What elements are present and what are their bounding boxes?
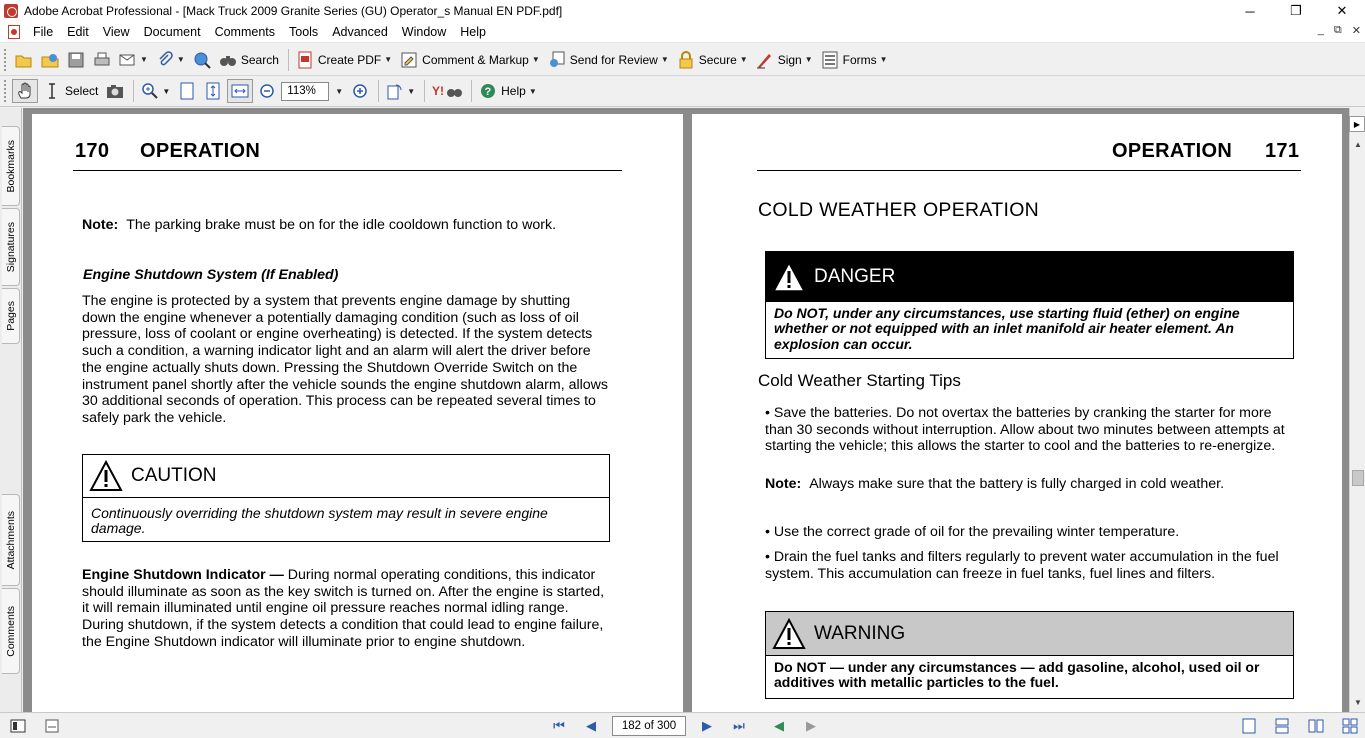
zoom-in-button[interactable] — [348, 79, 372, 103]
page-number-left: 170 — [75, 140, 110, 162]
zoom-tool-button[interactable] — [138, 79, 173, 103]
organizer-icon — [41, 51, 59, 69]
tools-toolbar — [0, 76, 1365, 107]
toolbar-grip[interactable] — [4, 49, 8, 71]
zoom-out-button[interactable] — [255, 79, 279, 103]
danger-text — [766, 302, 1293, 360]
sign-label: Sign — [777, 52, 802, 67]
menu-view[interactable]: View — [102, 25, 130, 39]
help-button[interactable] — [476, 79, 540, 103]
page-navigation — [548, 715, 822, 737]
tab-comments-label: Comments — [4, 605, 17, 657]
danger-line: whether or not equipped with an inlet manifold air heater element. An — [774, 320, 1234, 337]
chevron-down-icon: ▼ — [879, 55, 888, 64]
tab-bookmarks[interactable] — [2, 126, 20, 206]
attach-button[interactable] — [153, 48, 188, 72]
menu-document[interactable]: Document — [143, 25, 201, 39]
para-line: the Engine Shutdown indicator will illuminate prior to engine shutdown. — [82, 633, 526, 650]
page-header-right: OPERATION — [1112, 140, 1233, 162]
danger-box — [765, 251, 1294, 359]
menu-bar — [0, 22, 1365, 43]
para-line: than 30 seconds without interruption. Allow about two minutes between attempts at — [765, 421, 1285, 438]
menu-comments[interactable]: Comments — [214, 25, 275, 39]
actual-size-icon — [178, 82, 196, 100]
open-button[interactable] — [12, 48, 36, 72]
yahoo-search-button[interactable] — [429, 79, 465, 103]
para-line: should illuminate as soon as the key switch is turned on. After the engine is started, — [82, 583, 605, 600]
tab-bookmarks-label: Bookmarks — [4, 139, 17, 193]
danger-label: DANGER — [814, 265, 896, 287]
doc-restore-button[interactable]: ⧉ — [1333, 24, 1342, 36]
email-icon — [119, 51, 137, 69]
continuous-facing-view-icon[interactable] — [1342, 718, 1358, 734]
fit-width-button[interactable] — [227, 79, 253, 103]
close-button[interactable]: ✕ — [1336, 3, 1348, 18]
scroll-thumb[interactable] — [1352, 470, 1364, 486]
status-bar — [0, 712, 1365, 738]
rotate-page-icon — [386, 82, 404, 100]
warning-label: WARNING — [814, 622, 906, 644]
hand-icon — [16, 82, 34, 100]
zoom-in-icon — [141, 82, 159, 100]
para-line: starting the vehicle; this allows the starter to cool and the batteries to re-energize. — [765, 438, 1276, 455]
toolbar-separator — [471, 80, 472, 102]
document-window-controls — [1318, 24, 1361, 37]
caution-box — [82, 454, 610, 542]
subheading-shutdown-system: Engine Shutdown System (If Enabled) — [83, 267, 339, 283]
note-paragraph — [82, 217, 556, 234]
tab-attachments-label: Attachments — [4, 510, 17, 570]
facing-view-icon[interactable] — [1308, 718, 1324, 734]
bullet-oil-grade: • Use the correct grade of oil for the prevailing winter temperature. — [765, 524, 1180, 540]
para-line: safely park the vehicle. — [82, 409, 227, 426]
menu-edit[interactable]: Edit — [67, 25, 89, 39]
next-page-icon[interactable]: ▶ — [702, 718, 712, 733]
chevron-down-icon: ▼ — [384, 55, 393, 64]
previous-page-icon[interactable]: ◀ — [586, 718, 596, 733]
last-page-icon[interactable]: ⏭ — [733, 718, 745, 733]
zoom-in-icon — [351, 82, 369, 100]
warning-box — [765, 611, 1294, 699]
web-search-button[interactable] — [190, 48, 214, 72]
indicator-heading: Engine Shutdown Indicator — — [82, 567, 284, 583]
restore-button[interactable]: ❐ — [1290, 3, 1302, 18]
folder-open-icon — [15, 51, 33, 69]
menu-advanced[interactable]: Advanced — [332, 25, 388, 39]
document-icon[interactable] — [8, 25, 20, 39]
chevron-down-icon: ▼ — [739, 55, 748, 64]
zoom-level-input[interactable]: 113% — [281, 82, 329, 101]
warning-triangle-icon — [772, 618, 806, 650]
para-line: 30 additional seconds of operation. This process can be repeated several times to — [82, 393, 596, 410]
first-page-icon[interactable]: ⏮ — [553, 718, 565, 733]
header-rule — [757, 170, 1301, 171]
yahoo-binoculars-icon — [432, 82, 462, 100]
note-text: Always make sure that the battery is fully charged in cold weather. — [809, 476, 1225, 492]
previous-view-icon[interactable]: ◀ — [774, 718, 784, 733]
svg-text:?: ? — [484, 86, 492, 98]
note-paragraph-right — [765, 476, 1224, 493]
shutdown-system-paragraph — [82, 293, 608, 427]
create-pdf-icon — [296, 51, 314, 69]
fit-width-icon — [231, 82, 249, 100]
tab-attachments[interactable] — [2, 494, 20, 586]
send-review-icon — [548, 51, 566, 69]
comment-markup-label: Comment & Markup — [422, 52, 529, 67]
warning-text — [766, 656, 1293, 699]
doc-close-button[interactable]: ✕ — [1351, 25, 1361, 37]
create-pdf-button[interactable] — [293, 48, 395, 72]
para-line: system. This accumulation can freeze in fuel tanks, fuel lines and filters. — [765, 565, 1216, 582]
shutdown-indicator-paragraph — [82, 567, 604, 651]
caution-label: CAUTION — [131, 465, 217, 486]
create-pdf-label: Create PDF — [317, 52, 382, 67]
chevron-down-icon: ▼ — [531, 55, 540, 64]
window-title: Adobe Acrobat Professional - [Mack Truck 2009 Granite Series (GU) Operator_s Manual EN PDF.pdf] — [24, 4, 563, 18]
svg-text:Y!: Y! — [432, 84, 445, 98]
print-button[interactable] — [90, 48, 114, 72]
toolbar-grip[interactable] — [4, 80, 8, 102]
warning-header — [766, 612, 1293, 656]
warning-triangle-icon — [89, 460, 123, 492]
fit-page-icon — [204, 82, 222, 100]
note-label: Note: — [765, 476, 802, 492]
toolbar-separator — [288, 49, 289, 71]
page-number-input[interactable]: 182 of 300 — [612, 716, 686, 736]
chevron-down-icon: ▼ — [140, 55, 148, 64]
toolbar-separator — [133, 80, 134, 102]
scroll-down-arrow[interactable]: ▼ — [1354, 697, 1362, 707]
pen-sign-icon — [756, 51, 774, 69]
pdf-page-right — [692, 114, 1342, 712]
tab-pages[interactable] — [2, 288, 20, 344]
danger-header — [766, 252, 1293, 302]
menu-file[interactable]: File — [33, 25, 54, 39]
single-page-view-icon[interactable] — [1242, 718, 1256, 734]
sign-button[interactable] — [753, 48, 816, 72]
doc-minimize-button[interactable]: _ — [1317, 24, 1324, 36]
para-line: such a condition, a warning indicator light and an alarm will alert the driver before — [82, 343, 591, 360]
section-title: COLD WEATHER OPERATION — [758, 199, 1040, 221]
danger-line: Do NOT, under any circumstances, use starting fluid (ether) on engine — [774, 305, 1240, 321]
chevron-down-icon: ▼ — [804, 55, 813, 64]
search-button[interactable] — [216, 48, 282, 72]
email-button[interactable] — [116, 48, 151, 72]
para-line: During shutdown, if the system detects a condition that could lead to engine failure, — [82, 617, 604, 634]
view-mode-controls — [1242, 718, 1358, 734]
toolbar-separator — [378, 80, 379, 102]
lock-icon — [677, 51, 695, 69]
page-header-left: OPERATION — [140, 140, 261, 162]
send-review-button[interactable] — [545, 48, 672, 72]
chevron-down-icon: ▼ — [660, 55, 669, 64]
caution-header — [83, 455, 609, 498]
comment-markup-icon — [400, 51, 418, 69]
forms-label: Forms — [842, 52, 877, 67]
comment-markup-button[interactable] — [397, 48, 543, 72]
title-bar — [0, 0, 1365, 22]
organizer-button[interactable] — [38, 48, 62, 72]
para-line: • Save the batteries. Do not overtax the batteries by cranking the starter for more — [765, 405, 1272, 421]
select-tool-button[interactable] — [40, 79, 101, 103]
menu-window[interactable]: Window — [401, 25, 447, 39]
danger-line: explosion can occur. — [774, 335, 913, 352]
warning-line: additives with metallic particles to the fuel. — [774, 674, 1059, 691]
save-button[interactable] — [64, 48, 88, 72]
secure-button[interactable] — [674, 48, 751, 72]
zoom-dropdown[interactable] — [329, 79, 346, 103]
menu-tools[interactable]: Tools — [289, 25, 319, 39]
paperclip-icon — [156, 51, 174, 69]
scroll-up-arrow[interactable]: ▲ — [1354, 139, 1362, 149]
page-layout-icon[interactable] — [10, 718, 26, 734]
bullet-save-batteries — [765, 405, 1285, 455]
secure-label: Secure — [698, 52, 737, 67]
rotate-view-button[interactable] — [383, 79, 418, 103]
chevron-down-icon: ▼ — [335, 86, 344, 96]
para-line: instrument panel shortly after the vehicle sounds the engine shutdown alarm, allows — [82, 376, 609, 393]
select-label: Select — [65, 84, 99, 98]
para-line: the engine actually shuts down. Pressing the Shutdown Override Switch on the — [82, 359, 578, 376]
document-properties-icon[interactable] — [44, 718, 60, 734]
search-label: Search — [240, 52, 279, 67]
toolbar-separator — [424, 80, 425, 102]
tab-signatures[interactable] — [2, 208, 20, 286]
send-review-label: Send for Review — [569, 52, 658, 67]
zoom-out-icon — [258, 82, 276, 100]
snapshot-button[interactable] — [103, 79, 127, 103]
bullet-drain-tanks — [765, 549, 1279, 582]
tab-pages-label: Pages — [4, 301, 17, 331]
file-toolbar — [0, 44, 1365, 76]
caution-text — [83, 498, 609, 545]
chevron-down-icon: ▼ — [528, 86, 537, 96]
help-label: Help — [501, 84, 526, 98]
para-line: The engine is protected by a system that prevents engine damage by shutting — [82, 293, 571, 309]
hand-tool-button[interactable] — [12, 79, 38, 103]
note-label: Note: — [82, 217, 119, 233]
caution-line: Continuously overriding the shutdown system may result in severe engine — [91, 505, 548, 521]
warning-triangle-icon — [772, 261, 806, 293]
actual-size-button[interactable] — [175, 79, 199, 103]
next-view-icon[interactable]: ▶ — [806, 718, 816, 733]
window-controls — [1227, 0, 1365, 22]
tab-signatures-label: Signatures — [4, 221, 17, 273]
camera-icon — [106, 82, 124, 100]
continuous-view-icon[interactable] — [1274, 718, 1290, 734]
caution-line: damage. — [91, 520, 146, 537]
chevron-down-icon: ▼ — [407, 86, 416, 96]
pdf-page-left — [32, 114, 683, 712]
fit-page-button[interactable] — [201, 79, 225, 103]
globe-search-icon — [193, 51, 211, 69]
para-line: pressure, loss of coolant or engine overheating) is detected. If the system detects — [82, 326, 593, 343]
para-line: • Drain the fuel tanks and filters regularly to prevent water accumulation in the fuel — [765, 549, 1279, 565]
navigation-panel — [0, 108, 22, 712]
forms-icon — [821, 51, 839, 69]
header-rule — [73, 170, 622, 171]
binoculars-icon — [219, 51, 237, 69]
tips-heading: Cold Weather Starting Tips — [758, 371, 961, 390]
expand-panel-arrow[interactable]: ▶ — [1349, 116, 1365, 132]
note-text: The parking brake must be on for the idle cooldown function to work. — [126, 217, 557, 233]
menu-help[interactable]: Help — [460, 25, 486, 39]
para-line: During normal operating conditions, this indicator — [283, 567, 596, 583]
vertical-scrollbar[interactable] — [1349, 108, 1365, 712]
para-line: down the engine whenever a potentially damaging condition (such as loss of oil — [82, 309, 579, 326]
page-number-right: 171 — [1265, 140, 1300, 162]
text-cursor-icon — [43, 82, 61, 100]
chevron-down-icon: ▼ — [176, 55, 185, 64]
save-icon — [67, 51, 85, 69]
document-view[interactable] — [23, 108, 1349, 712]
warning-line: Do NOT — under any circumstances — add gasoline, alcohol, used oil or — [774, 659, 1260, 675]
chevron-down-icon: ▼ — [162, 86, 171, 96]
acrobat-app-icon — [4, 4, 18, 18]
para-line: it will remain illuminated until engine oil pressure reaches normal idling range. — [82, 600, 569, 617]
forms-button[interactable] — [818, 48, 891, 72]
tab-comments[interactable] — [2, 588, 20, 674]
printer-icon — [93, 51, 111, 69]
minimize-button[interactable]: ─ — [1245, 3, 1255, 19]
help-icon — [479, 82, 497, 100]
